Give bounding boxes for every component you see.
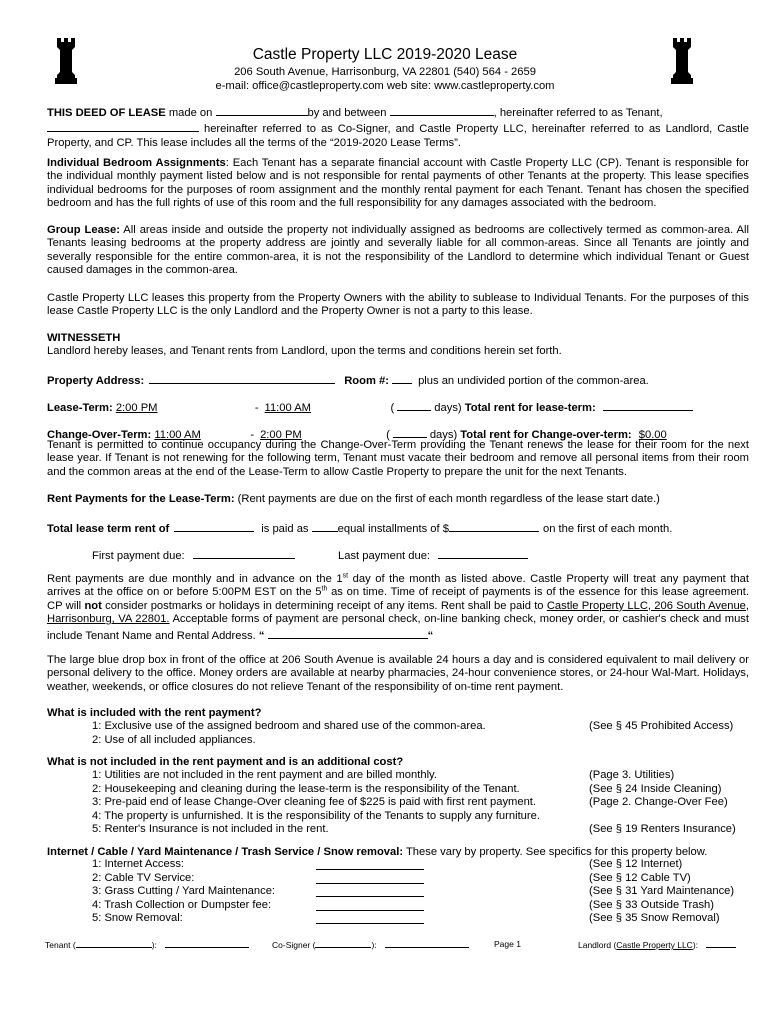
service-item: 2: Cable TV Service: xyxy=(92,871,195,884)
services-heading: Internet / Cable / Yard Maintenance / Trash Service / Snow removal: xyxy=(47,846,404,858)
included-heading: What is included with the rent payment? xyxy=(47,707,262,719)
changeover-days-blank[interactable] xyxy=(393,426,427,438)
footer-tenant-label: Tenant ( xyxy=(45,940,76,950)
footer-tenant-initials-blank[interactable] xyxy=(76,938,152,948)
footer-tenant xyxy=(45,938,249,952)
payment-rules-not: not xyxy=(84,599,102,612)
lease-term-total-label: Total rent for lease-term: xyxy=(464,402,596,414)
changeover-paragraph: Tenant is permitted to continue occupancy during the Change-Over-Term providing the Tenant renews the lease for their room for the next lease year. If Tenant is not renewing for the following term, Tenant must vacate their bedroom and remove all personal items from their room and the common areas at the end of the Lease-Term to allow Castle Property to prepare the unit for the next Tenants. xyxy=(47,439,749,478)
not-included-reference: (Page 2. Change-Over Fee) xyxy=(589,796,728,808)
group-lease-paragraph xyxy=(47,224,749,278)
rent-payments-heading: Rent Payments for the Lease-Term: xyxy=(47,493,235,505)
footer-cosigner xyxy=(272,938,469,952)
service-blank[interactable] xyxy=(316,910,424,911)
tenant-name-blank[interactable] xyxy=(390,104,494,116)
changeover-total-label: Total rent for Change-over-term: xyxy=(460,429,632,441)
payment-rules-sup1: st xyxy=(342,572,349,580)
payment-rules-paragraph xyxy=(47,573,749,643)
service-reference: (See § 12 Internet) xyxy=(589,858,683,870)
group-heading: Group Lease: xyxy=(47,224,120,236)
last-payment-blank[interactable] xyxy=(438,547,528,559)
witnesseth-section xyxy=(47,332,749,359)
footer-landlord-label: Landlord ( xyxy=(578,940,617,950)
service-blank[interactable] xyxy=(316,883,424,884)
intro-text-2: by and between xyxy=(307,107,390,119)
lease-term-open: ( xyxy=(390,402,395,414)
rental-address-blank[interactable] xyxy=(268,627,428,639)
total-rent-row xyxy=(47,520,672,536)
service-blank[interactable] xyxy=(316,923,424,924)
changeover-start[interactable]: 11:00 AM xyxy=(154,429,201,441)
payment-rules-sup2: th xyxy=(321,585,328,593)
not-included-heading: What is not included in the rent payment and is an additional cost? xyxy=(47,756,404,768)
total-rent-label: Total lease term rent of xyxy=(47,523,170,535)
not-included-item: 3: Pre-paid end of lease Change-Over cleaning fee of $225 is paid with first rent payment. xyxy=(92,796,537,808)
room-suffix: plus an undivided portion of the common-area. xyxy=(418,375,649,387)
deed-heading: THIS DEED OF LEASE xyxy=(47,107,166,119)
included-item: 1: Exclusive use of the assigned bedroom and shared use of the common-area. xyxy=(92,720,486,732)
payment-rules-3: as on time. Time of receipt of payments is of the essence for this lease agreement. CP will xyxy=(47,586,749,612)
witnesseth-body: Landlord hereby leases, and Tenant rents from Landlord, upon the terms and conditions herein set forth. xyxy=(47,345,562,358)
not-included-reference: (Page 3. Utilities) xyxy=(589,769,675,781)
not-included-item: 2: Housekeeping and cleaning during the lease-term is the responsibility of the Tenant. xyxy=(92,782,520,795)
intro-paragraph xyxy=(47,104,749,150)
total-rent-blank[interactable] xyxy=(174,520,254,532)
footer-landlord-close: ): xyxy=(692,940,699,950)
date-blank[interactable] xyxy=(216,104,308,116)
first-payment-blank[interactable] xyxy=(193,547,295,559)
first-of-month-text: on the first of each month. xyxy=(542,523,673,535)
page-number: Page 1 xyxy=(494,939,521,949)
footer-tenant-close: ): xyxy=(151,940,157,950)
footer-landlord-initials-blank[interactable] xyxy=(706,938,736,948)
service-blank[interactable] xyxy=(316,869,424,870)
quote-open: “ xyxy=(258,629,265,642)
first-payment-row xyxy=(92,547,295,563)
footer-landlord xyxy=(578,938,736,952)
lease-term-dash: - xyxy=(254,402,259,414)
not-included-reference: (See § 24 Inside Cleaning) xyxy=(589,782,722,795)
lease-term-label: Lease-Term: xyxy=(47,402,113,414)
footer-landlord-name: Castle Property LLC xyxy=(616,940,693,950)
quote-close: “ xyxy=(427,629,434,642)
changeover-total-value: $0.00 xyxy=(638,429,667,441)
footer-tenant-signature-blank[interactable] xyxy=(165,938,249,948)
service-reference: (See § 12 Cable TV) xyxy=(589,871,691,884)
included-item: 2: Use of all included appliances. xyxy=(92,733,256,746)
payment-rules-2: day of the month as listed above. Castle Property will treat any payment that arrives at the office on or before 5:00PM EST on the 5 xyxy=(47,573,749,599)
changeover-open: ( xyxy=(386,429,390,441)
not-included-item: 4: The property is unfurnished. It is the responsibility of the Tenants to supply any furniture. xyxy=(92,809,540,822)
not-included-item: 1: Utilities are not included in the rent payment and are billed monthly. xyxy=(92,769,437,781)
service-item: 1: Internet Access: xyxy=(92,858,185,870)
service-reference: (See § 35 Snow Removal) xyxy=(589,912,720,924)
last-payment-row xyxy=(338,547,528,563)
intro-text-3: , hereinafter referred to as Tenant, xyxy=(493,107,663,119)
group-body: All areas inside and outside the property not individually assigned as bedrooms are collectively termed as common-area. All Tenants leasing bedrooms at the property address are jointly and severally liable for all common-areas. Since all Tenants are jointly and severally responsible for the entire common-area, it is not the responsibility of the Landlord to determine which individual Tenant or Guest caused damages in the common-area. xyxy=(47,224,749,277)
footer-cosigner-label: Co-Signer ( xyxy=(272,940,316,950)
individual-body: : Each Tenant has a separate financial account with Castle Property LLC (CP). Tenant is responsible for the individual monthly payment listed below and is not responsible for rental payments of other Tenants at the property. This lease specifies individual bedrooms for the purposes of room assignment and the monthly rental payment for each Tenant. Tenant has chosen the specified bedroom and has the full rights of use of this room and the full responsibility for any damages associated with the bedroom. xyxy=(47,157,750,210)
property-address-label: Property Address: xyxy=(47,375,145,387)
footer-cosigner-close: ): xyxy=(371,940,377,950)
dropbox-paragraph: The large blue drop box in front of the office at 206 South Avenue is available 24 hours a day and is considered equivalent to mail delivery or personal delivery to the office. Money orders are available at nearby pharmacies, 24-hour convenience stores, or 24-hour Wal-Mart. Holidays, weather, weekends, or office closures do not relieve Tenant of the responsibility of on-time rent payment. xyxy=(47,654,749,693)
not-included-reference: (See § 19 Renters Insurance) xyxy=(589,823,736,835)
changeover-days: days) xyxy=(429,429,458,441)
service-item: 3: Grass Cutting / Yard Maintenance: xyxy=(92,885,276,897)
changeover-label: Change-Over-Term: xyxy=(47,429,152,441)
last-payment-label: Last payment due: xyxy=(338,550,431,562)
payee-address: Castle Property LLC, 206 South Avenue, Harrisonburg, VA 22801. xyxy=(47,599,749,626)
footer-cosigner-signature-blank[interactable] xyxy=(385,938,469,948)
changeover-dash: - xyxy=(250,429,255,441)
rent-payments-body: (Rent payments are due on the first of each month regardless of the lease start date.) xyxy=(234,493,660,505)
room-label: Room #: xyxy=(344,375,389,387)
lease-term-days-blank[interactable] xyxy=(397,399,431,411)
rent-payments-paragraph xyxy=(47,493,749,506)
payment-rules-4: consider postmarks or holidays in determining receipt of any items. Rent shall be paid to xyxy=(101,599,547,612)
lease-term-total-blank[interactable] xyxy=(603,399,693,411)
service-item: 4: Trash Collection or Dumpster fee: xyxy=(92,898,272,911)
property-address-blank[interactable] xyxy=(149,372,335,384)
lease-term-end[interactable]: 11:00 AM xyxy=(264,402,311,414)
service-blank[interactable] xyxy=(316,896,424,897)
intro-text-1: made on xyxy=(165,107,216,119)
payment-rules-5: Acceptable forms of payment are personal check, on-line banking check, money order, or cashier's check and must include Tenant Name and Rental Address. xyxy=(47,613,750,642)
individual-heading: Individual Bedroom Assignments xyxy=(47,157,226,169)
installments-count-blank[interactable] xyxy=(312,520,338,532)
services-note: These vary by property. See specifics for this property below. xyxy=(403,846,708,858)
property-address-row xyxy=(47,372,649,388)
document-title: Castle Property LLC 2019-2020 Lease xyxy=(252,46,518,63)
not-included-item: 5: Renter's Insurance is not included in the rent. xyxy=(92,823,329,835)
company-address: 206 South Avenue, Harrisonburg, VA 22801 (540) 564 - 2659 xyxy=(234,66,536,78)
changeover-end[interactable]: 2:00 PM xyxy=(260,429,302,441)
paid-as-text: is paid as xyxy=(261,523,309,535)
room-number-blank[interactable] xyxy=(392,372,412,384)
included-reference: (See § 45 Prohibited Access) xyxy=(589,720,734,732)
individual-bedroom-paragraph xyxy=(47,157,749,211)
lease-term-row xyxy=(47,399,693,415)
service-reference: (See § 31 Yard Maintenance) xyxy=(589,885,735,897)
sublease-paragraph: Castle Property LLC leases this property from the Property Owners with the ability to sublease to Individual Tenants. For the purposes of this lease Castle Property LLC is the only Landlord and the Property Owner is not a party to this lease. xyxy=(47,292,749,318)
witnesseth-heading: WITNESSETH xyxy=(47,332,121,344)
payment-rules-1: Rent payments are due monthly and in advance on the 1 xyxy=(47,573,343,585)
installment-amount-blank[interactable] xyxy=(449,520,539,532)
equal-installments-text: equal installments of $ xyxy=(337,523,449,535)
footer-cosigner-initials-blank[interactable] xyxy=(315,938,371,948)
first-payment-label: First payment due: xyxy=(92,550,185,562)
cosigner-name-blank[interactable] xyxy=(47,120,199,132)
intro-text-4: hereinafter referred to as Co-Signer, and Castle Property LLC, hereinafter referred to as Landlord, Castle Property, and CP. This lease includes all the terms of the “2019-2020 Lease Terms”. xyxy=(47,123,749,149)
service-reference: (See § 33 Outside Trash) xyxy=(589,898,714,911)
lease-term-days: days) xyxy=(434,402,462,414)
lease-term-start[interactable]: 2:00 PM xyxy=(115,402,158,414)
service-item: 5: Snow Removal: xyxy=(92,912,183,924)
company-contact: e-mail: office@castleproperty.com web site: www.castleproperty.com xyxy=(215,80,555,92)
